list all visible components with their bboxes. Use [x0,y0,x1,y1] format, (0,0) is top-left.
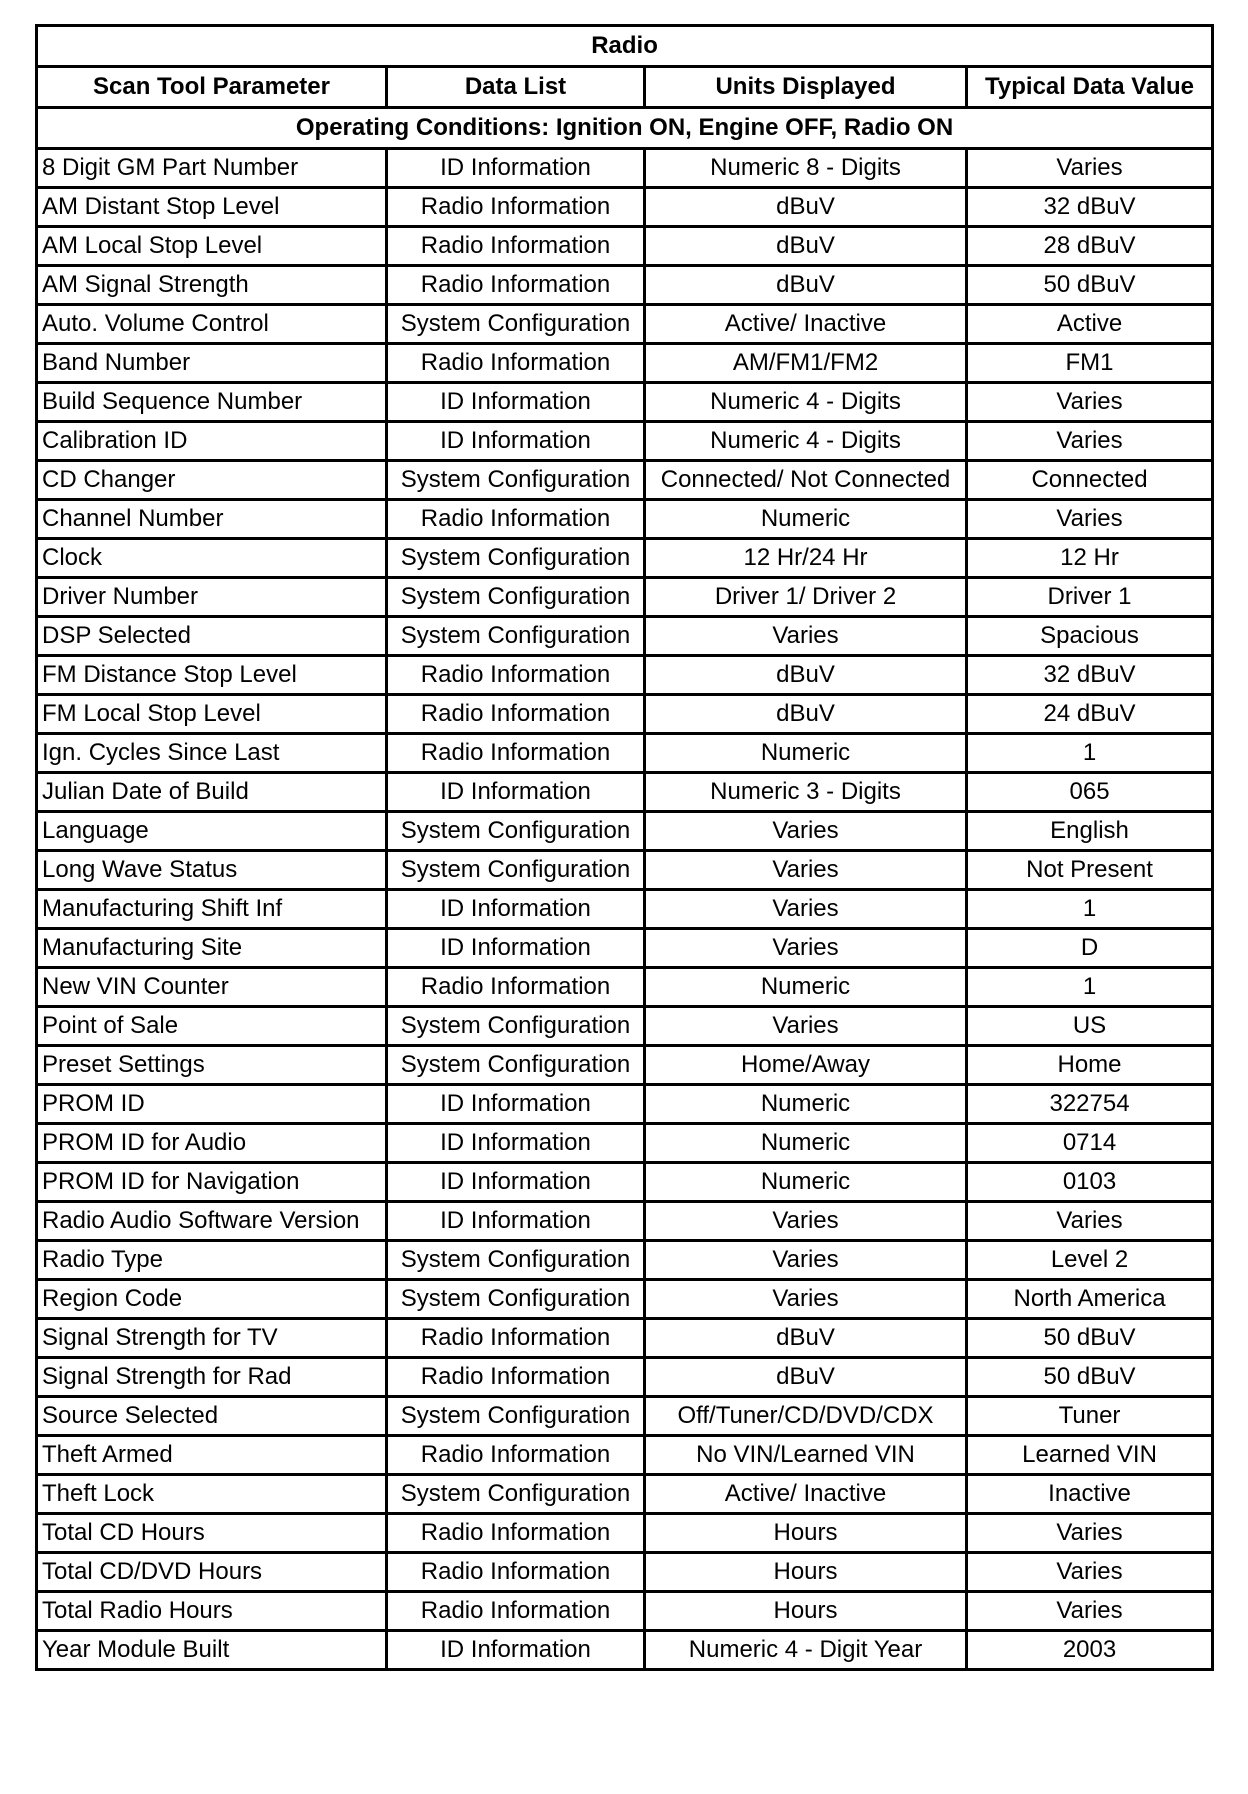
parameter-cell: Signal Strength for TV [37,1319,387,1358]
data-list-cell: Radio Information [387,500,645,539]
parameter-cell: Driver Number [37,578,387,617]
data-list-cell: System Configuration [387,305,645,344]
data-list-cell: ID Information [387,383,645,422]
units-cell: Numeric [645,734,967,773]
typical-value-cell: Tuner [967,1397,1213,1436]
table-row [37,1514,1213,1553]
typical-value-cell: Varies [967,1514,1213,1553]
parameter-cell: Preset Settings [37,1046,387,1085]
units-cell: Varies [645,812,967,851]
data-list-cell: Radio Information [387,1553,645,1592]
typical-value-cell: 1 [967,890,1213,929]
typical-value-cell: Varies [967,422,1213,461]
typical-value-cell: 1 [967,968,1213,1007]
typical-value-cell: Learned VIN [967,1436,1213,1475]
table-row [37,422,1213,461]
typical-value-cell: FM1 [967,344,1213,383]
column-header-units-displayed: Units Displayed [645,67,967,108]
parameter-cell: New VIN Counter [37,968,387,1007]
data-list-cell: ID Information [387,890,645,929]
parameter-cell: Total CD Hours [37,1514,387,1553]
units-cell: Connected/ Not Connected [645,461,967,500]
data-list-cell: System Configuration [387,1280,645,1319]
table-row [37,1007,1213,1046]
units-cell: Numeric 4 - Digit Year [645,1631,967,1670]
table-row [37,617,1213,656]
typical-value-cell: Varies [967,149,1213,188]
units-cell: Numeric [645,968,967,1007]
parameter-cell: Long Wave Status [37,851,387,890]
data-list-cell: Radio Information [387,227,645,266]
data-list-cell: ID Information [387,1124,645,1163]
parameter-cell: Calibration ID [37,422,387,461]
table-row [37,1280,1213,1319]
parameter-cell: Ign. Cycles Since Last [37,734,387,773]
data-list-cell: Radio Information [387,1514,645,1553]
units-cell: dBuV [645,1358,967,1397]
column-header-data-list: Data List [387,67,645,108]
typical-value-cell: Varies [967,383,1213,422]
units-cell: Varies [645,890,967,929]
data-list-cell: Radio Information [387,1358,645,1397]
table-row [37,890,1213,929]
typical-value-cell: 50 dBuV [967,266,1213,305]
table-row [37,344,1213,383]
typical-value-cell: Varies [967,1553,1213,1592]
parameter-cell: Theft Lock [37,1475,387,1514]
table-row [37,1202,1213,1241]
units-cell: dBuV [645,188,967,227]
table-row [37,266,1213,305]
table-row [37,734,1213,773]
data-list-cell: Radio Information [387,656,645,695]
typical-value-cell: 50 dBuV [967,1319,1213,1358]
data-list-cell: Radio Information [387,1592,645,1631]
typical-value-cell: English [967,812,1213,851]
parameter-cell: PROM ID for Navigation [37,1163,387,1202]
table-row [37,383,1213,422]
table-row [37,968,1213,1007]
table-row [37,1553,1213,1592]
table-row [37,1319,1213,1358]
parameter-cell: AM Distant Stop Level [37,188,387,227]
parameter-cell: Band Number [37,344,387,383]
table-row [37,461,1213,500]
table-row [37,1358,1213,1397]
table-row [37,1475,1213,1514]
data-list-cell: Radio Information [387,1436,645,1475]
typical-value-cell: Varies [967,500,1213,539]
parameter-cell: Total Radio Hours [37,1592,387,1631]
parameter-cell: Total CD/DVD Hours [37,1553,387,1592]
typical-value-cell: 2003 [967,1631,1213,1670]
typical-value-cell: 28 dBuV [967,227,1213,266]
data-list-cell: Radio Information [387,968,645,1007]
units-cell: Varies [645,1280,967,1319]
units-cell: Numeric [645,500,967,539]
table-title-row [37,26,1213,67]
units-cell: Numeric 4 - Digits [645,383,967,422]
units-cell: dBuV [645,695,967,734]
table-row [37,1436,1213,1475]
parameter-cell: Clock [37,539,387,578]
parameter-cell: PROM ID [37,1085,387,1124]
data-list-cell: ID Information [387,1085,645,1124]
table-row [37,188,1213,227]
typical-value-cell: 1 [967,734,1213,773]
parameter-cell: AM Local Stop Level [37,227,387,266]
typical-value-cell: North America [967,1280,1213,1319]
parameter-cell: Theft Armed [37,1436,387,1475]
units-cell: dBuV [645,656,967,695]
typical-value-cell: Home [967,1046,1213,1085]
table-row [37,1124,1213,1163]
data-list-cell: System Configuration [387,812,645,851]
units-cell: Hours [645,1592,967,1631]
typical-value-cell: Varies [967,1202,1213,1241]
typical-value-cell: 24 dBuV [967,695,1213,734]
units-cell: Varies [645,851,967,890]
table-row [37,656,1213,695]
parameter-cell: Signal Strength for Rad [37,1358,387,1397]
units-cell: Varies [645,1007,967,1046]
operating-conditions-row [37,108,1213,149]
data-list-cell: System Configuration [387,1241,645,1280]
units-cell: Off/Tuner/CD/DVD/CDX [645,1397,967,1436]
table-row [37,1163,1213,1202]
parameter-cell: PROM ID for Audio [37,1124,387,1163]
table-row [37,227,1213,266]
data-list-cell: ID Information [387,422,645,461]
typical-value-cell: Spacious [967,617,1213,656]
table-row [37,773,1213,812]
units-cell: dBuV [645,227,967,266]
parameter-cell: Manufacturing Site [37,929,387,968]
table-row [37,539,1213,578]
data-list-cell: System Configuration [387,617,645,656]
parameter-cell: Radio Type [37,1241,387,1280]
data-list-cell: Radio Information [387,1319,645,1358]
parameter-cell: Auto. Volume Control [37,305,387,344]
data-list-cell: Radio Information [387,344,645,383]
units-cell: AM/FM1/FM2 [645,344,967,383]
typical-value-cell: 12 Hr [967,539,1213,578]
data-list-cell: System Configuration [387,1046,645,1085]
typical-value-cell: 32 dBuV [967,188,1213,227]
data-list-cell: Radio Information [387,188,645,227]
units-cell: Varies [645,1241,967,1280]
parameter-cell: CD Changer [37,461,387,500]
table-body [37,149,1213,1670]
parameter-cell: Manufacturing Shift Inf [37,890,387,929]
units-cell: Varies [645,617,967,656]
units-cell: Numeric [645,1124,967,1163]
data-list-cell: Radio Information [387,695,645,734]
parameter-cell: Channel Number [37,500,387,539]
data-list-cell: System Configuration [387,1007,645,1046]
parameter-cell: Julian Date of Build [37,773,387,812]
table-row [37,1046,1213,1085]
radio-data-sheet [35,24,1211,1671]
parameter-cell: Build Sequence Number [37,383,387,422]
data-list-cell: System Configuration [387,578,645,617]
typical-value-cell: 322754 [967,1085,1213,1124]
data-list-cell: System Configuration [387,461,645,500]
units-cell: 12 Hr/24 Hr [645,539,967,578]
parameter-cell: Region Code [37,1280,387,1319]
units-cell: Numeric 4 - Digits [645,422,967,461]
table-row [37,695,1213,734]
units-cell: Active/ Inactive [645,1475,967,1514]
typical-value-cell: Driver 1 [967,578,1213,617]
typical-value-cell: 0714 [967,1124,1213,1163]
parameter-cell: FM Local Stop Level [37,695,387,734]
data-list-cell: System Configuration [387,1397,645,1436]
units-cell: Varies [645,929,967,968]
data-list-cell: System Configuration [387,851,645,890]
parameter-cell: Year Module Built [37,1631,387,1670]
units-cell: Numeric [645,1085,967,1124]
table-row [37,305,1213,344]
parameter-cell: FM Distance Stop Level [37,656,387,695]
operating-conditions: Operating Conditions: Ignition ON, Engine OFF, Radio ON [37,108,1213,149]
units-cell: Active/ Inactive [645,305,967,344]
data-list-cell: System Configuration [387,1475,645,1514]
parameter-cell: DSP Selected [37,617,387,656]
units-cell: Home/Away [645,1046,967,1085]
table-row [37,1631,1213,1670]
table-title: Radio [37,26,1213,67]
parameter-cell: AM Signal Strength [37,266,387,305]
table-row [37,851,1213,890]
units-cell: Numeric 8 - Digits [645,149,967,188]
table-row [37,149,1213,188]
parameter-cell: Language [37,812,387,851]
data-list-cell: ID Information [387,929,645,968]
typical-value-cell: 0103 [967,1163,1213,1202]
parameter-cell: Source Selected [37,1397,387,1436]
typical-value-cell: US [967,1007,1213,1046]
table-row [37,1241,1213,1280]
typical-value-cell: D [967,929,1213,968]
table-row [37,1085,1213,1124]
units-cell: dBuV [645,1319,967,1358]
data-list-cell: ID Information [387,1631,645,1670]
units-cell: Numeric 3 - Digits [645,773,967,812]
typical-value-cell: Inactive [967,1475,1213,1514]
typical-value-cell: 065 [967,773,1213,812]
units-cell: Numeric [645,1163,967,1202]
column-header-scan-tool-parameter: Scan Tool Parameter [37,67,387,108]
parameter-cell: 8 Digit GM Part Number [37,149,387,188]
data-list-cell: ID Information [387,773,645,812]
typical-value-cell: Level 2 [967,1241,1213,1280]
column-header-typical-data-value: Typical Data Value [967,67,1213,108]
units-cell: Driver 1/ Driver 2 [645,578,967,617]
parameter-cell: Radio Audio Software Version [37,1202,387,1241]
table-row [37,929,1213,968]
table-row [37,1592,1213,1631]
column-header-row [37,67,1213,108]
typical-value-cell: Active [967,305,1213,344]
data-list-cell: ID Information [387,149,645,188]
data-list-cell: Radio Information [387,266,645,305]
units-cell: dBuV [645,266,967,305]
data-list-cell: ID Information [387,1202,645,1241]
table-row [37,500,1213,539]
typical-value-cell: Not Present [967,851,1213,890]
typical-value-cell: Varies [967,1592,1213,1631]
units-cell: No VIN/Learned VIN [645,1436,967,1475]
table-row [37,578,1213,617]
typical-value-cell: Connected [967,461,1213,500]
data-list-cell: ID Information [387,1163,645,1202]
data-list-cell: System Configuration [387,539,645,578]
units-cell: Hours [645,1553,967,1592]
units-cell: Hours [645,1514,967,1553]
data-list-cell: Radio Information [387,734,645,773]
radio-parameter-table [35,24,1214,1671]
typical-value-cell: 32 dBuV [967,656,1213,695]
parameter-cell: Point of Sale [37,1007,387,1046]
table-row [37,1397,1213,1436]
typical-value-cell: 50 dBuV [967,1358,1213,1397]
table-row [37,812,1213,851]
units-cell: Varies [645,1202,967,1241]
